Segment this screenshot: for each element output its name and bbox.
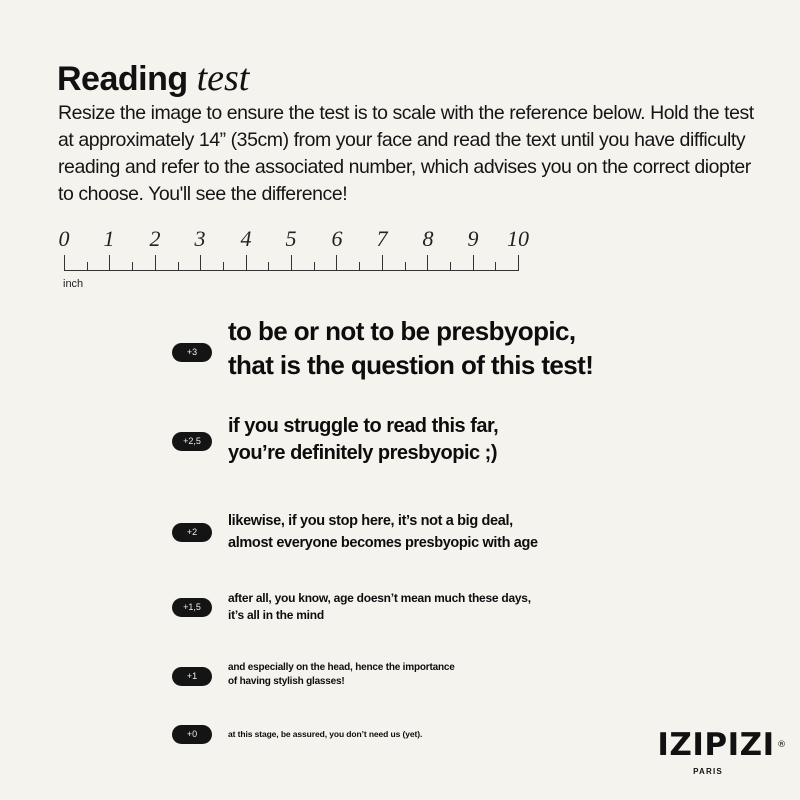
test-line-plus-3 <box>228 314 593 382</box>
test-line-text: at this stage, be assured, you don’t need us (yet). <box>228 729 423 739</box>
test-line-plus-1 <box>228 661 455 689</box>
brand-city: PARIS <box>693 767 723 776</box>
brand-logo <box>646 728 786 776</box>
ruler-minor-tick <box>314 262 315 271</box>
ruler-minor-tick <box>132 262 133 271</box>
ruler-label: 7 <box>376 226 388 251</box>
diopter-badge-row <box>172 343 212 362</box>
ruler-unit-label: inch <box>63 278 84 290</box>
diopter-badge: +2,5 <box>172 432 212 451</box>
ruler-minor-tick <box>405 262 406 271</box>
ruler-label: 1 <box>103 226 115 251</box>
test-line-plus-2 <box>228 510 538 554</box>
ruler-label: 4 <box>240 226 252 251</box>
inch-ruler <box>40 224 560 304</box>
ruler-label: 0 <box>58 226 70 251</box>
test-line-text: of having stylish glasses! <box>228 676 345 687</box>
test-line-text: almost everyone becomes presbyopic with age <box>228 535 538 551</box>
diopter-badge: +3 <box>172 343 212 362</box>
diopter-badge: +1 <box>172 667 212 686</box>
diopter-badge: +2 <box>172 523 212 542</box>
title-bold: Reading <box>57 60 188 98</box>
diopter-badge-row <box>172 725 212 744</box>
ruler-major-tick <box>518 255 519 271</box>
ruler-major-tick <box>382 255 383 271</box>
test-line-text: that is the question of this test! <box>228 350 594 380</box>
brand-name: IZIPIZI <box>657 727 775 763</box>
ruler-label: 9 <box>467 226 479 251</box>
ruler-label: 5 <box>285 226 297 251</box>
registered-mark: ® <box>777 740 787 750</box>
diopter-badge-row <box>172 598 212 617</box>
title-italic: test <box>196 57 250 99</box>
ruler-minor-tick <box>450 262 451 271</box>
test-line-text: to be or not to be presbyopic, <box>228 316 576 346</box>
test-line-plus-2-5 <box>228 413 498 467</box>
ruler-major-tick <box>473 255 474 271</box>
ruler-label: 10 <box>507 226 529 251</box>
ruler-label: 3 <box>194 226 206 251</box>
diopter-badge-row <box>172 667 212 686</box>
ruler-major-tick <box>336 255 337 271</box>
test-line-plus-0 <box>228 728 422 740</box>
ruler-major-tick <box>200 255 201 271</box>
ruler-label: 2 <box>149 226 161 251</box>
intro-paragraph: Resize the image to ensure the test is to scale with the reference below. Hold the test at approximately 14” (35cm) from your face and read the text until you have difficulty reading and refer to the associated number, which advises you on the correct diopter to choose. You'll see the difference! <box>58 102 754 205</box>
ruler-minor-tick <box>178 262 179 271</box>
diopter-badge-row <box>172 523 212 542</box>
ruler-minor-tick <box>223 262 224 271</box>
ruler-major-tick <box>155 255 156 271</box>
ruler-major-tick <box>427 255 428 271</box>
ruler-major-tick <box>246 255 247 271</box>
test-line-text: after all, you know, age doesn’t mean much these days, <box>228 591 531 605</box>
page-title <box>57 58 249 99</box>
ruler-major-tick <box>291 255 292 271</box>
ruler-label: 8 <box>422 226 434 251</box>
ruler-minor-tick <box>268 262 269 271</box>
brand-wordmark <box>657 727 787 763</box>
ruler-major-tick <box>109 255 110 271</box>
diopter-badge-row <box>172 432 212 451</box>
test-line-text: if you struggle to read this far, <box>228 415 499 437</box>
test-line-plus-1-5 <box>228 590 531 624</box>
test-line-text: likewise, if you stop here, it’s not a big deal, <box>228 513 513 529</box>
test-line-text: and especially on the head, hence the importance <box>228 662 455 673</box>
ruler-major-tick <box>64 255 65 271</box>
test-line-text: you’re definitely presbyopic ;) <box>228 442 498 464</box>
ruler-minor-tick <box>359 262 360 271</box>
test-line-text: it’s all in the mind <box>228 608 324 622</box>
ruler-minor-tick <box>87 262 88 271</box>
ruler-minor-tick <box>495 262 496 271</box>
diopter-badge: +1,5 <box>172 598 212 617</box>
diopter-badge: +0 <box>172 725 212 744</box>
ruler-label: 6 <box>331 226 343 251</box>
